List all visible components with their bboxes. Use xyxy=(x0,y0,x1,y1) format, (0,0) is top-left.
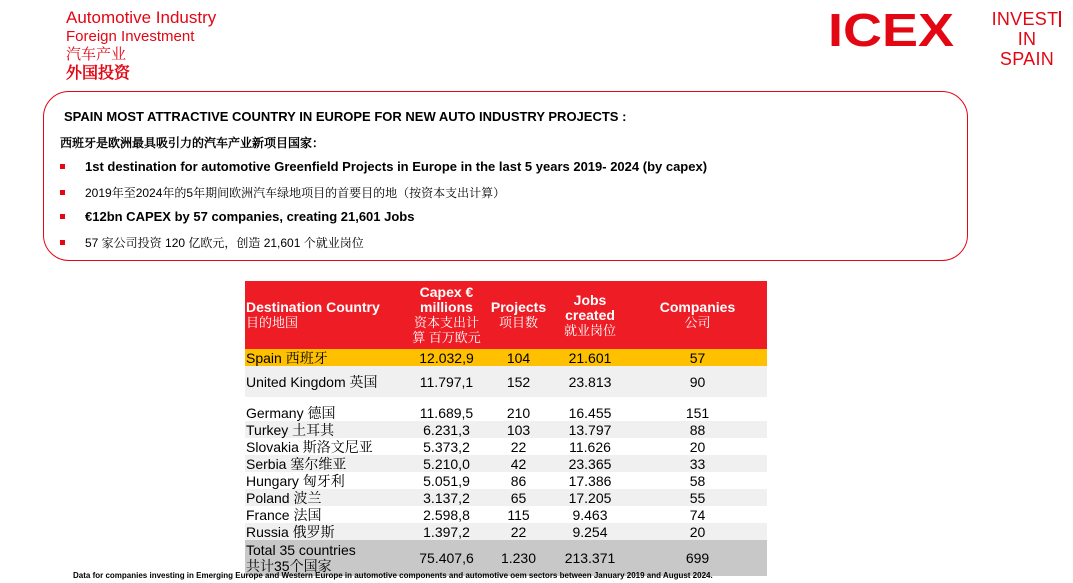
header-block xyxy=(66,8,216,83)
highlights-subtitle: 西班牙是欧洲最具吸引力的汽车产业新项目国家： xyxy=(60,136,325,150)
invest-in-spain-logo xyxy=(986,9,1068,69)
highlights-box xyxy=(43,91,968,261)
spain-line: SPAIN xyxy=(999,49,1055,69)
highlights-title: SPAIN MOST ATTRACTIVE COUNTRY IN EUROPE FOR NEW AUTO INDUSTRY PROJECTS : xyxy=(64,109,627,124)
col-header-projects: Projects 项目数 xyxy=(485,281,552,349)
highlight-bullet-2: 2019年至2024年的5年期间欧洲汽车绿地项目的首要目的地（按资本支出计算） xyxy=(60,184,505,201)
table-row: France 法国 2.598,8 115 9.463 74 xyxy=(245,506,767,523)
table-row: Serbia 塞尔维亚 5.210,0 42 23.365 33 xyxy=(245,455,767,472)
destination-table xyxy=(245,281,767,576)
table-row: Spain 西班牙 12.032,9 104 21.601 57 xyxy=(245,349,767,366)
table-row: Germany 德国 11.689,5 210 16.455 151 xyxy=(245,397,767,421)
col-header-companies: Companies 公司 xyxy=(628,281,767,349)
table-row: Slovakia 斯洛文尼亚 5.373,2 22 11.626 20 xyxy=(245,438,767,455)
table-row: Russia 俄罗斯 1.397,2 22 9.254 20 xyxy=(245,523,767,540)
header-subtitle-en: Foreign Investment xyxy=(66,28,195,45)
bullet-square-icon xyxy=(60,240,65,245)
bullet-square-icon xyxy=(60,164,65,169)
highlight-bullet-1: 1st destination for automotive Greenfield Projects in Europe in the last 5 years 2019- 2024 (by capex) xyxy=(60,159,707,174)
table-row: Hungary 匈牙利 5.051,9 86 17.386 58 xyxy=(245,472,767,489)
total-country-cell: Total 35 countries 共计35个国家 xyxy=(245,540,408,576)
invest-in-line: INVESTIN xyxy=(986,9,1068,49)
table-row: Poland 波兰 3.137,2 65 17.205 55 xyxy=(245,489,767,506)
bullet-square-icon xyxy=(60,214,65,219)
highlight-bullet-4: 57 家公司投资 120 亿欧元，创造 21,601 个就业岗位 xyxy=(60,234,364,251)
table-total-row: Total 35 countries 共计35个国家 75.407,6 1.230 213.371 699 xyxy=(245,540,767,576)
table-header-row xyxy=(245,281,767,349)
icex-logo xyxy=(828,8,956,50)
header-subtitle-cn: 外国投资 xyxy=(66,65,131,82)
table-row: United Kingdom 英国 11.797,1 152 23.813 90 xyxy=(245,366,767,397)
header-title-en: Automotive Industry xyxy=(66,8,217,27)
col-header-capex: Capex € millions 资本支出计算 百万欧元 xyxy=(408,281,485,349)
col-header-jobs: Jobs created 就业岗位 xyxy=(552,281,628,349)
highlight-bullet-3: €12bn CAPEX by 57 companies, creating 21,601 Jobs xyxy=(60,209,414,224)
footnote: Data for companies investing in Emerging Europe and Western Europe in automotive components and automotive oem sectors between January 2019 and August 2024. xyxy=(73,571,713,580)
icex-logo-text: ICEX xyxy=(828,8,955,50)
header-title-cn: 汽车产业 xyxy=(66,46,127,63)
bullet-square-icon xyxy=(60,190,65,195)
table-row: Turkey 土耳其 6.231,3 103 13.797 88 xyxy=(245,421,767,438)
col-header-country: Destination Country 目的地国 xyxy=(245,281,408,349)
